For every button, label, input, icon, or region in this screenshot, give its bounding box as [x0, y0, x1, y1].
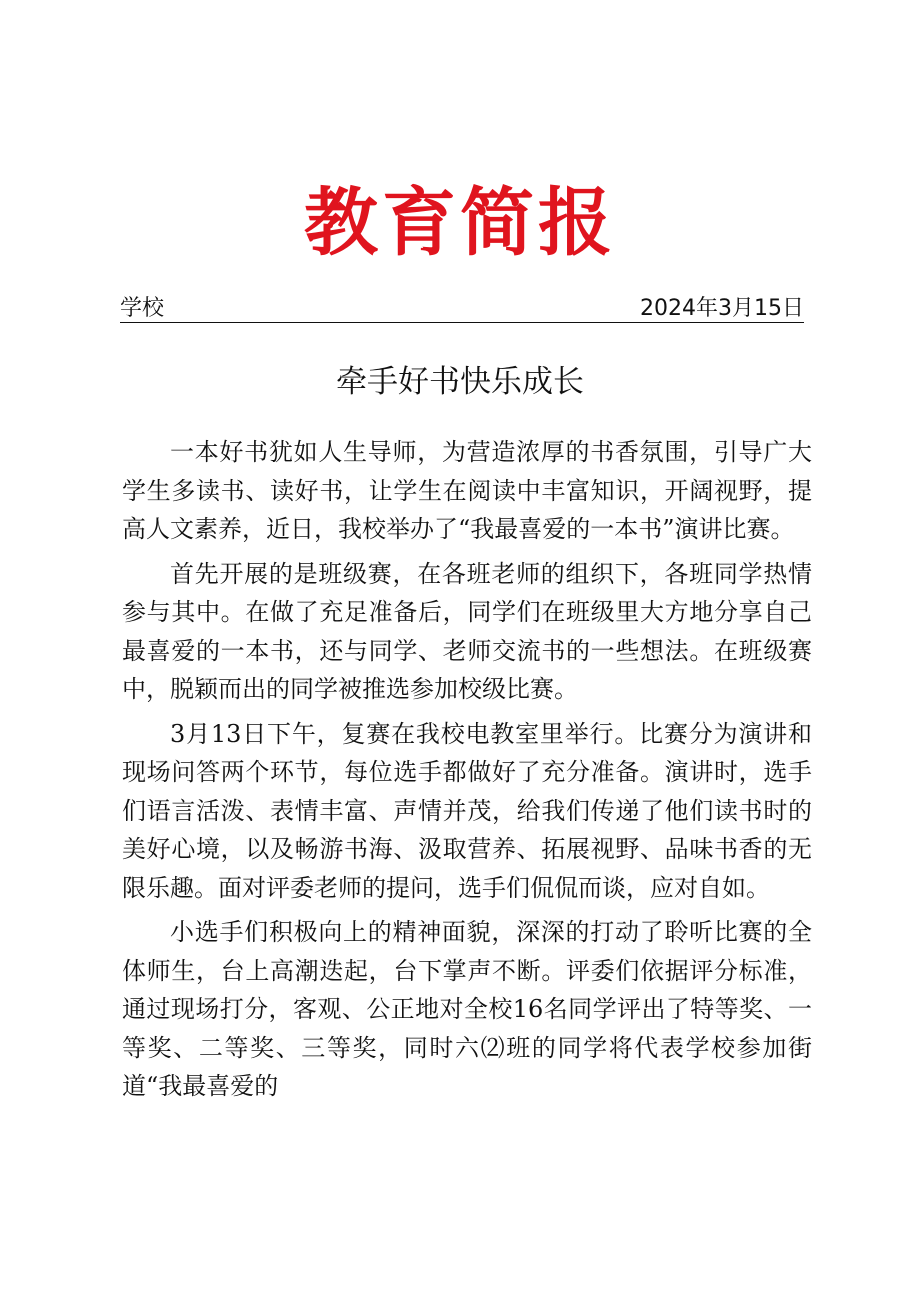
school-label: 学校 [120, 296, 165, 321]
article-body [122, 433, 812, 1112]
paragraph: 首先开展的是班级赛，在各班老师的组织下，各班同学热情参与其中。在做了充足准备后，同学们在班级里大方地分享自己最喜爱的一本书，还与同学、老师交流书的一些想法。在班级赛中，脱颖而出的同学被推选参加校级比赛。 [122, 559, 812, 703]
info-line [120, 296, 804, 323]
paragraph: 小选手们积极向上的精神面貌，深深的打动了聆听比赛的全体师生，台上高潮迭起，台下掌声不断。评委们依据评分标准，通过现场打分，客观、公正地对全校16名同学评出了特等奖、一等奖、二等奖、三等奖，同时六⑵班的同学将代表学校参加街道“我最喜爱的 [122, 918, 812, 1100]
paragraph: 一本好书犹如人生导师，为营造浓厚的书香氛围，引导广大学生多读书、读好书，让学生在阅读中丰富知识，开阔视野，提高人文素养，近日，我校举办了“我最喜爱的一本书”演讲比赛。 [122, 438, 812, 543]
issue-date: 2024年3月15日 [640, 296, 804, 321]
newsletter-masthead: 教育简报 [304, 180, 616, 266]
article-title: 牵手好书快乐成长 [336, 364, 584, 400]
paragraph: 3月13日下午，复赛在我校电教室里举行。比赛分为演讲和现场问答两个环节，每位选手都做好了充分准备。演讲时，选手们语言活泼、表情丰富、声情并茂，给我们传递了他们读书时的美好心境，以及畅游书海、汲取营养、拓展视野、品味书香的无限乐趣。面对评委老师的提问，选手们侃侃而谈，应对自如。 [122, 719, 812, 902]
